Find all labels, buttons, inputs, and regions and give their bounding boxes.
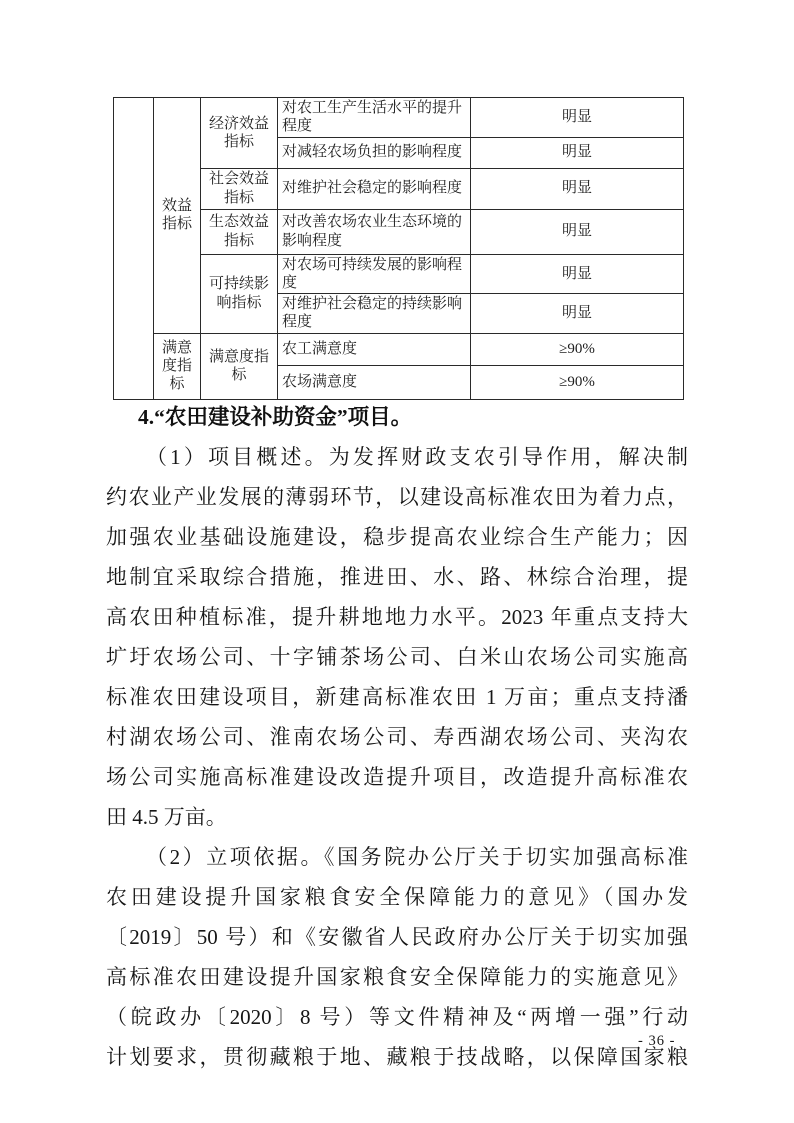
- paragraph-project-basis: [106, 837, 688, 1077]
- table-cell-value: ≥90%: [471, 333, 684, 365]
- paragraph-line: 地制宜采取综合措施，推进田、水、路、林综合治理，提: [106, 565, 688, 589]
- paragraph-line: （皖政办〔2020〕8 号）等文件精神及“两增一强”行动: [106, 1005, 688, 1029]
- table-cell-indicator: 农工满意度: [278, 333, 471, 365]
- paragraph-line: 田 4.5 万亩。: [106, 805, 227, 829]
- table-cell-value: 明显: [471, 294, 684, 334]
- table-cell-indicator: 对农工生产生活水平的提升程度: [278, 98, 471, 138]
- paragraph-line: 场公司实施高标准建设改造提升项目，改造提升高标准农: [106, 765, 688, 789]
- paragraph-line: （1）项目概述。为发挥财政支农引导作用，解决制: [146, 445, 688, 469]
- table-cell-indicator: 对改善农场农业生态环境的影响程度: [278, 209, 471, 254]
- table-cell-indicator: 对农场可持续发展的影响程度: [278, 254, 471, 294]
- indicator-table: [113, 97, 684, 400]
- paragraph-line: 标准农田建设项目，新建高标准农田 1 万亩；重点支持潘: [106, 685, 688, 709]
- paragraph-line: （2）立项依据。《国务院办公厅关于切实加强高标准: [146, 845, 688, 869]
- table-cell-subgroup-ecological: 生态效益指标: [201, 209, 278, 254]
- paragraph-line: 农田建设提升国家粮食安全保障能力的意见》（国办发: [106, 885, 688, 909]
- table-cell-indicator: 对维护社会稳定的影响程度: [278, 168, 471, 209]
- page-number: - 36 -: [638, 1033, 676, 1049]
- paragraph-line: 约农业产业发展的薄弱环节，以建设高标准农田为着力点，: [106, 485, 688, 509]
- paragraph-line: 加强农业基础设施建设，稳步提高农业综合生产能力；因: [106, 525, 688, 549]
- section-heading: 4.“农田建设补助资金”项目。: [138, 405, 413, 429]
- table-cell-subgroup-social: 社会效益指标: [201, 168, 278, 209]
- table-cell-subgroup-satisfaction: 满意度指标: [201, 333, 278, 399]
- table-cell-value: ≥90%: [471, 365, 684, 399]
- table-cell-indicator: 对减轻农场负担的影响程度: [278, 137, 471, 168]
- paragraph-line: 高农田种植标准，提升耕地地力水平。2023 年重点支持大: [106, 605, 688, 629]
- table-cell-subgroup-sustainability: 可持续影响指标: [201, 254, 278, 333]
- table-cell-group-benefit: 效益指标: [154, 98, 201, 334]
- table-cell-value: 明显: [471, 209, 684, 254]
- paragraph-line: 村湖农场公司、淮南农场公司、寿西湖农场公司、夹沟农: [106, 725, 688, 749]
- paragraph-line: 圹圩农场公司、十字铺茶场公司、白米山农场公司实施高: [106, 645, 688, 669]
- table-cell-value: 明显: [471, 168, 684, 209]
- paragraph-line: 计划要求，贯彻藏粮于地、藏粮于技战略，以保障国家粮: [106, 1045, 688, 1069]
- table-cell-value: 明显: [471, 98, 684, 138]
- paragraph-line: 高标准农田建设提升国家粮食安全保障能力的实施意见》: [106, 965, 688, 989]
- table-cell-subgroup-economic: 经济效益指标: [201, 98, 278, 169]
- paragraph-line: 〔2019〕50 号）和《安徽省人民政府办公厅关于切实加强: [106, 925, 688, 949]
- table-cell-value: 明显: [471, 254, 684, 294]
- table-cell-empty: [114, 98, 154, 400]
- paragraph-project-overview: [106, 437, 688, 837]
- table-cell-value: 明显: [471, 137, 684, 168]
- table-cell-indicator: 对维护社会稳定的持续影响程度: [278, 294, 471, 334]
- body-text: [106, 398, 688, 1077]
- table-cell-indicator: 农场满意度: [278, 365, 471, 399]
- table-cell-group-satisfaction: 满意度指标: [154, 333, 201, 399]
